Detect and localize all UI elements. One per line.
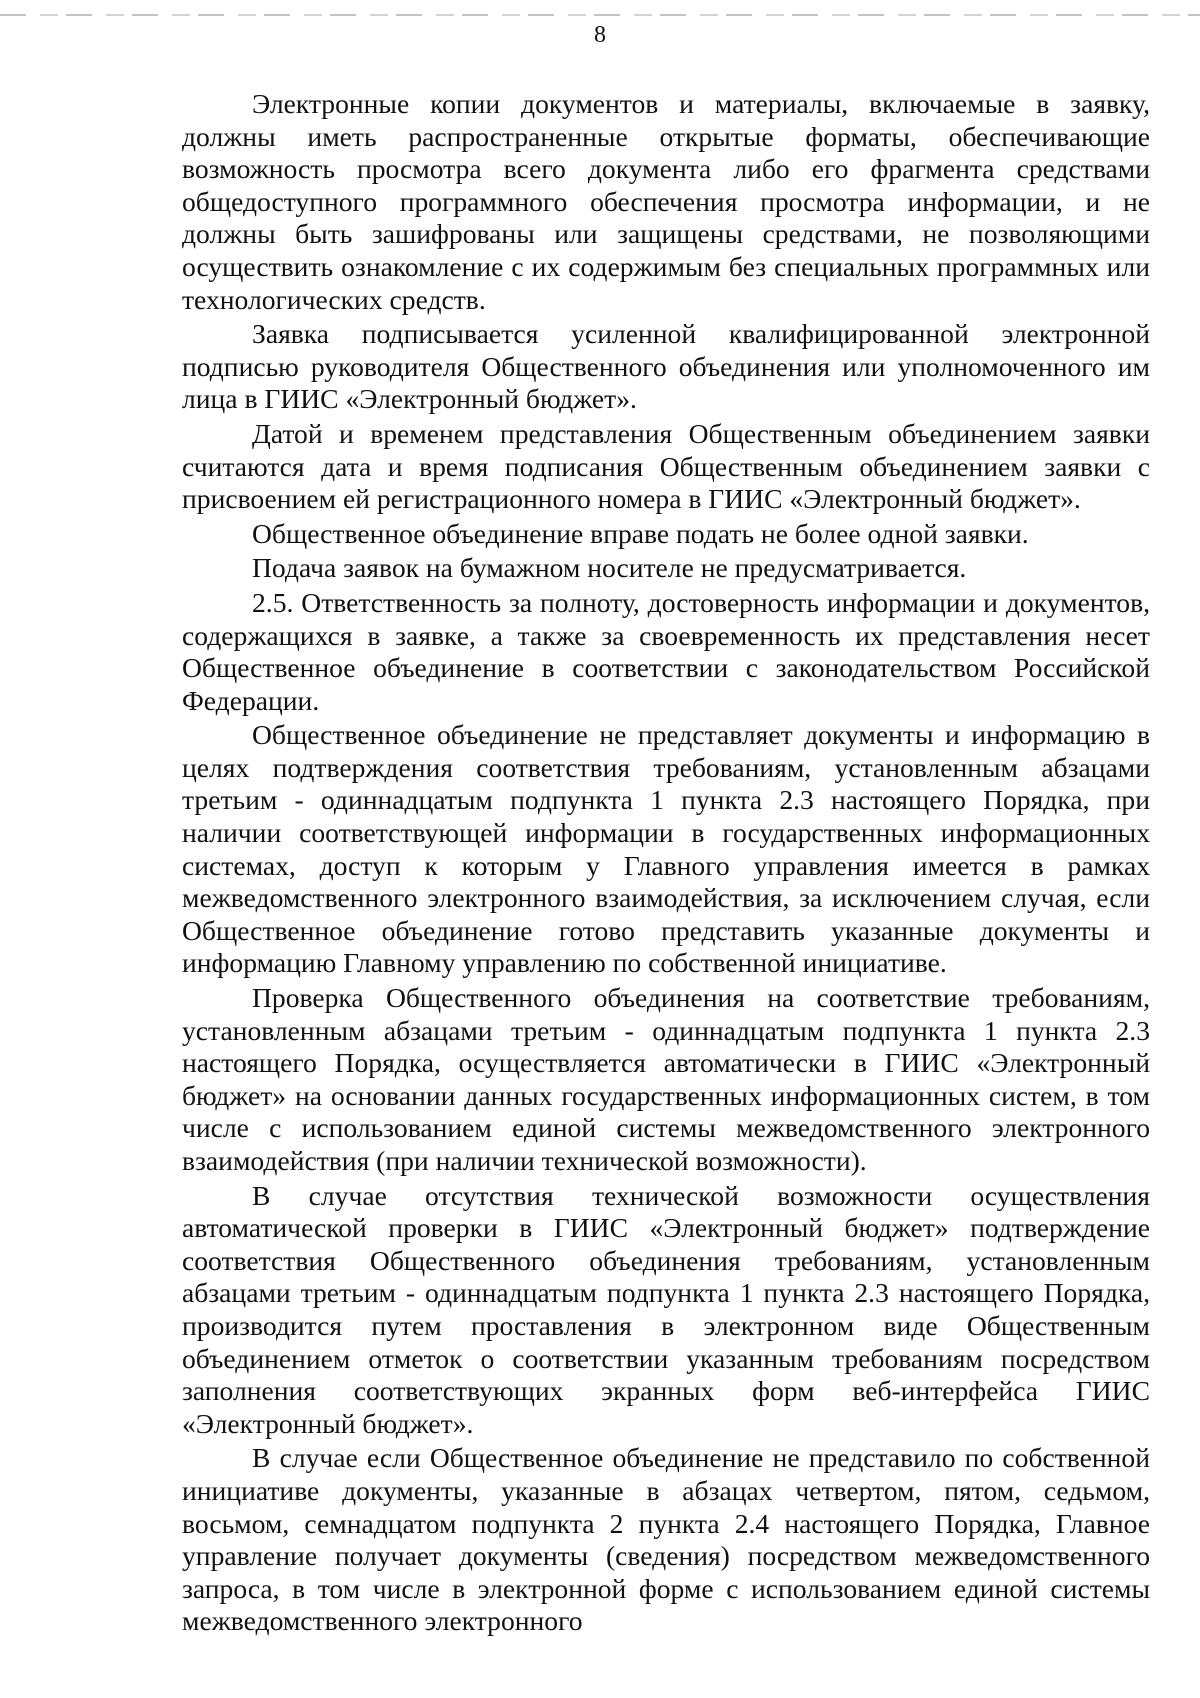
paragraph-responsibility: 2.5. Ответственность за полноту, достоверность информации и документов, содержащихся в заявке, а также за своевременность их представления несет Общественное объединение в соответствии с законодательством Российской Федерации. — [182, 586, 1150, 716]
document-body — [182, 88, 1150, 1638]
paragraph-single-application: Общественное объединение вправе подать не более одной заявки. — [252, 517, 1029, 549]
paragraph-automatic-check: Проверка Общественного объединения на соответствие требованиям, установленным абзацами третьим - одиннадцатым подпункта 1 пункта 2.3 настоящего Порядка, осуществляется автоматически в ГИИС «Электронный бюджет» на основании данных государственных информационных систем, в том числе с использованием единой системы межведомственного электронного взаимодействия (при наличии технической возможности). — [182, 982, 1150, 1176]
paragraph-electronic-copies: Электронные копии документов и материалы, включаемые в заявку, должны иметь распространенные открытые форматы, обеспечивающие возможность просмотра всего документа либо его фрагмента средствами общедоступного программного обеспечения просмотра информации, и не должны быть зашифрованы или защищены средствами, не позволяющими осуществить ознакомление с их содержимым без специальных программных или технологических средств. — [182, 88, 1150, 315]
paragraph-interagency-request: В случае если Общественное объединение не представило по собственной инициативе документы, указанные в абзацах четвертом, пятом, седьмом, восьмом, семнадцатом подпункта 2 пункта 2.4 настоящего Порядка, Главное управление получает документы (сведения) посредством межведомственного запроса, в том числе в электронной форме с использованием единой системы межведомственного электронного — [182, 1442, 1150, 1637]
paragraph-application-signing: Заявка подписывается усиленной квалифицированной электронной подписью руководителя Общественного объединения или уполномоченного им лица в ГИИС «Электронный бюджет». — [182, 318, 1150, 415]
paragraph-manual-confirmation: В случае отсутствия технической возможности осуществления автоматической проверки в ГИИС «Электронный бюджет» подтверждение соответствия Общественного объединения требованиям, установленным абзацами третьим - одиннадцатым подпункта 1 пункта 2.3 настоящего Порядка, производится путем проставления в электронном виде Общественным объединением отметок о соответствии указанным требованиям посредством заполнения соответствующих экранных форм веб-интерфейса ГИИС «Электронный бюджет». — [182, 1179, 1150, 1439]
paragraph-submission-date: Датой и временем представления Общественным объединением заявки считаются дата и время подписания Общественным объединением заявки с присвоением ей регистрационного номера в ГИИС «Электронный бюджет». — [182, 417, 1150, 515]
page-number: 8 — [594, 22, 606, 48]
paragraph-no-paper-submission: Подача заявок на бумажном носителе не предусматривается. — [252, 552, 967, 584]
paragraph-no-duplicate-documents: Общественное объединение не представляет документы и информацию в целях подтверждения соответствия требованиям, установленным абзацами третьим - одиннадцатым подпункта 1 пункта 2.3 настоящего Порядка, при наличии соответствующей информации в государственных информационных системах, доступ к которым у Главного управления имеется в рамках межведомственного электронного взаимодействия, за исключением случая, если Общественное объединение готово представить указанные документы и информацию Главному управлению по собственной инициативе. — [182, 719, 1150, 979]
scan-edge-line — [0, 14, 1200, 16]
